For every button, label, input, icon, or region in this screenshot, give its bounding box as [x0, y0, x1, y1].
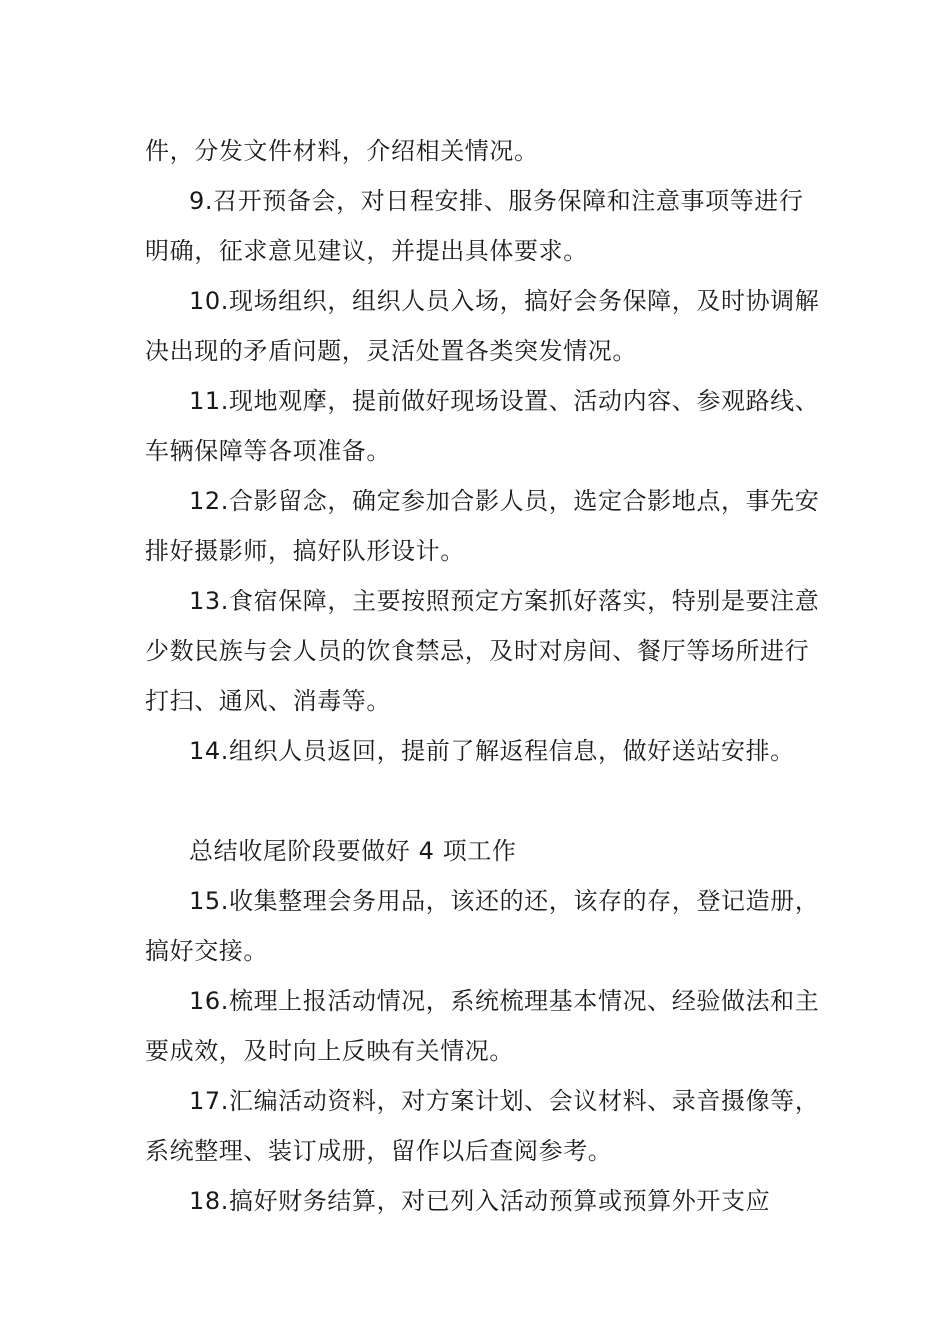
paragraph-item-9: 9.召开预备会，对日程安排、服务保障和注意事项等进行明确，征求意见建议，并提出具体要求。 [145, 187, 804, 265]
section-heading: 总结收尾阶段要做好 4 项工作 [189, 837, 517, 865]
paragraph-item-15: 15.收集整理会务用品，该还的还，该存的存，登记造册，搞好交接。 [145, 887, 820, 965]
paragraph-continuation: 件，分发文件材料，介绍相关情况。 [145, 137, 539, 165]
paragraph-item-17: 17.汇编活动资料，对方案计划、会议材料、录音摄像等，系统整理、装订成册，留作以后查阅参考。 [145, 1087, 820, 1165]
paragraph-item-16: 16.梳理上报活动情况，系统梳理基本情况、经验做法和主要成效，及时向上反映有关情况。 [145, 987, 820, 1065]
paragraph-item-12: 12.合影留念，确定参加合影人员，选定合影地点，事先安排好摄影师，搞好队形设计。 [145, 487, 820, 565]
document-body [145, 126, 825, 1226]
paragraph-item-10: 10.现场组织，组织人员入场，搞好会务保障，及时协调解决出现的矛盾问题，灵活处置各类突发情况。 [145, 287, 820, 365]
paragraph-item-14: 14.组织人员返回，提前了解返程信息，做好送站安排。 [189, 737, 795, 765]
paragraph-item-11: 11.现地观摩，提前做好现场设置、活动内容、参观路线、车辆保障等各项准备。 [145, 387, 820, 465]
paragraph-item-13: 13.食宿保障，主要按照预定方案抓好落实，特别是要注意少数民族与会人员的饮食禁忌，及时对房间、餐厅等场所进行打扫、通风、消毒等。 [145, 587, 820, 715]
section-spacer [145, 776, 825, 826]
paragraph-item-18: 18.搞好财务结算，对已列入活动预算或预算外开支应 [189, 1187, 771, 1215]
